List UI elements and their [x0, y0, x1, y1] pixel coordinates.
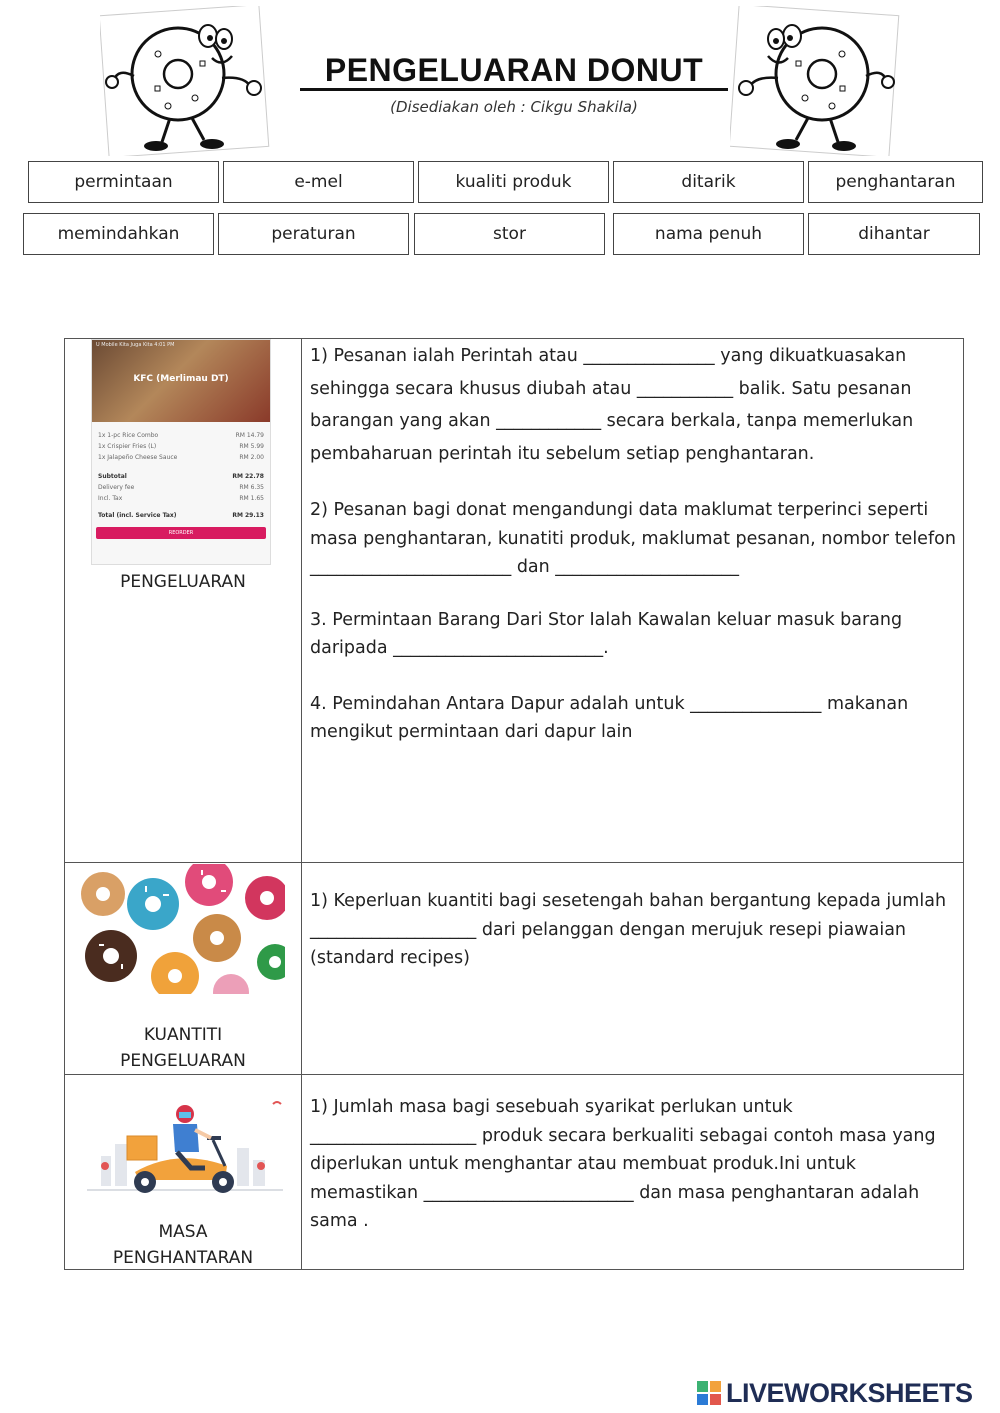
liveworksheets-logo	[696, 1376, 996, 1410]
receipt-status-bar: U Mobile Kita Juga Kita 4:01 PM	[96, 342, 175, 348]
column-divider	[301, 339, 302, 1269]
section-label-line2: PENGELUARAN	[120, 1051, 246, 1071]
receipt-reorder-button: REORDER	[96, 527, 266, 539]
worksheet-table	[64, 338, 964, 1270]
receipt-total: Total (incl. Service Tax) RM 29.13	[98, 512, 264, 519]
question-1-4: 4. Pemindahan Antara Dapur adalah untuk _______________ makanan mengikut permintaan dari dapur lain	[310, 693, 909, 742]
word-bank-item-memindahkan: memindahkan	[23, 213, 214, 255]
question-1-3: 3. Permintaan Barang Dari Stor Ialah Kawalan keluar masuk barang daripada ________________________.	[310, 609, 903, 658]
donut-mascot-right	[730, 6, 900, 156]
page-title: PENGELUARAN DONUT	[300, 52, 728, 91]
liveworksheets-logo-icon	[696, 1380, 722, 1406]
word-bank-item-dihantar: dihantar	[808, 213, 980, 255]
section-label-line1: KUANTITI	[143, 1025, 223, 1045]
word-bank-item-kualiti-produk: kualiti produk	[418, 161, 609, 203]
receipt-item: 1x Jalapeño Cheese Sauce RM 2.00	[98, 454, 264, 461]
receipt-item: 1x 1-pc Rice Combo RM 14.79	[98, 432, 264, 439]
receipt-tax: Incl. Tax RM 1.65	[98, 495, 264, 502]
section-label-line1: MASA	[158, 1222, 208, 1242]
receipt-delivery-fee: Delivery fee RM 6.35	[98, 484, 264, 491]
word-bank-item-peraturan: peraturan	[218, 213, 409, 255]
question-2-1: 1) Keperluan kuantiti bagi sesetengah bahan bergantung kepada jumlah ___________________ dari pelanggan dengan merujuk resepi piawaian (standard recipes)	[310, 891, 947, 968]
section-1-questions	[310, 339, 960, 747]
question-3-1: 1) Jumlah masa bagi sesebuah syarikat perlukan untuk ___________________ produk secara berkualiti sebagai contoh masa yang diperlukan untuk menghantar atau membuat produk.Ini untuk memastikan ________________________ dan masa penghantaran adalah sama .	[310, 1097, 936, 1231]
word-bank-item-ditarik: ditarik	[613, 161, 804, 203]
word-bank-item-penghantaran: penghantaran	[808, 161, 983, 203]
section-label-kuantiti-pengeluaran	[65, 1022, 301, 1074]
section-label-masa-penghantaran	[65, 1219, 301, 1271]
receipt-item: 1x Crispier Fries (L) RM 5.99	[98, 443, 264, 450]
delivery-scooter-illustration	[87, 1096, 283, 1206]
word-bank-item-permintaan: permintaan	[28, 161, 219, 203]
receipt-subtotal: Subtotal RM 22.78	[98, 473, 264, 480]
donuts-photo	[81, 864, 285, 994]
section-3-questions	[310, 1093, 960, 1236]
word-bank-item-e-mel: e-mel	[223, 161, 414, 203]
question-1-1: 1) Pesanan ialah Perintah atau _______________ yang dikuatkuasakan sehingga secara khusus diubah atau ___________ balik. Satu pesanan barangan yang akan ____________ secara berkala, tanpa memerlukan pembaharuan perintah itu sebelum setiap penghantaran.	[310, 346, 914, 464]
donut-mascot-left	[100, 6, 270, 156]
section-label-line2: PENGHANTARAN	[112, 1248, 254, 1268]
row-divider	[65, 862, 963, 863]
page-subtitle: (Disediakan oleh : Cikgu Shakila)	[390, 98, 638, 116]
liveworksheets-logo-text: LIVEWORKSHEETS	[726, 1377, 973, 1408]
receipt-restaurant-name: KFC (Merlimau DT)	[133, 374, 229, 384]
word-bank-item-stor: stor	[414, 213, 605, 255]
section-label-pengeluaran: PENGELUARAN	[120, 572, 246, 592]
food-order-receipt-image	[91, 339, 271, 565]
word-bank-item-nama-penuh: nama penuh	[613, 213, 804, 255]
receipt-hero-photo	[92, 340, 270, 422]
question-1-2: 2) Pesanan bagi donat mengandungi data maklumat terperinci seperti masa penghantaran, kunatiti produk, maklumat pesanan, nombor telefon _______________________ dan _____________________	[310, 500, 956, 577]
section-2-questions	[310, 887, 960, 973]
row-divider	[65, 1074, 963, 1075]
